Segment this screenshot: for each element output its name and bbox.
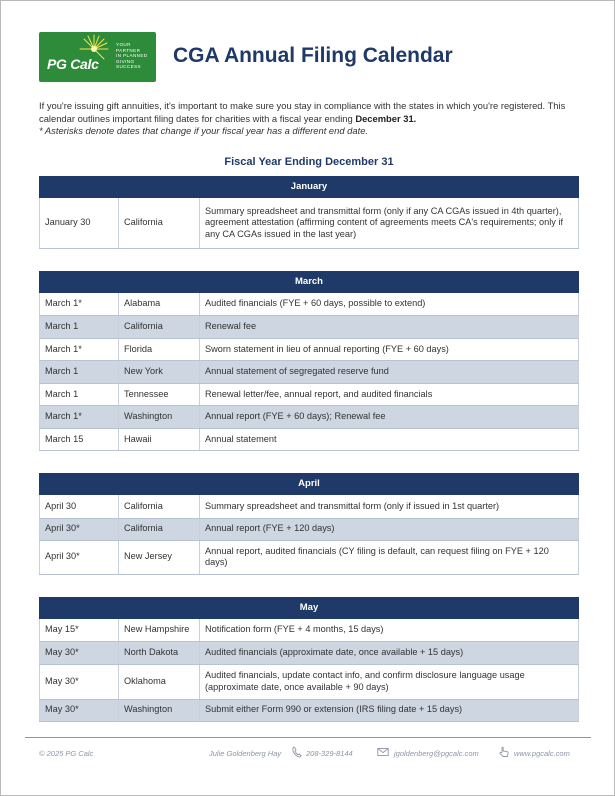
description-cell: Annual report, audited financials (CY filing is default, can request filing on FYE + 120 days) <box>200 540 579 574</box>
month-section-january <box>39 176 579 249</box>
description-cell: Annual statement <box>200 428 579 451</box>
description-cell: Summary spreadsheet and transmittal form (only if issued in 1st quarter) <box>200 495 579 518</box>
date-cell: March 1 <box>40 316 119 339</box>
intro-bold-date: December 31. <box>355 112 417 124</box>
month-header: May <box>39 597 579 619</box>
date-cell: March 1* <box>40 293 119 316</box>
state-cell: California <box>119 316 200 339</box>
date-cell: May 15* <box>40 619 119 641</box>
page-title: CGA Annual Filing Calendar <box>173 44 453 67</box>
date-cell: March 1 <box>40 383 119 406</box>
table-row <box>40 495 579 518</box>
footer-copyright: © 2025 PG Calc <box>39 749 94 758</box>
table-row <box>40 293 579 316</box>
date-cell: March 15 <box>40 428 119 451</box>
table-row <box>40 316 579 339</box>
description-cell: Notification form (FYE + 4 months, 15 days) <box>200 619 579 641</box>
date-cell: March 1* <box>40 338 119 361</box>
table-row <box>40 641 579 664</box>
month-section-march <box>39 271 579 451</box>
description-cell: Annual report (FYE + 60 days); Renewal fee <box>200 406 579 429</box>
footer-divider <box>25 737 591 738</box>
state-cell: California <box>119 518 200 540</box>
state-cell: New York <box>119 361 200 384</box>
filing-table <box>39 495 579 575</box>
envelope-icon <box>377 746 389 758</box>
table-row <box>40 664 579 699</box>
state-cell: Alabama <box>119 293 200 316</box>
fiscal-year-heading: Fiscal Year Ending December 31 <box>224 156 394 168</box>
description-cell: Annual statement of segregated reserve fund <box>200 361 579 384</box>
footer-phone: 208-329-8144 <box>306 749 353 758</box>
date-cell: April 30* <box>40 518 119 540</box>
asterisk-note: * Asterisks denote dates that change if your fiscal year has a different end date. <box>39 125 369 137</box>
pg-calc-logo <box>39 32 156 82</box>
state-cell: North Dakota <box>119 641 200 664</box>
month-section-april <box>39 473 579 575</box>
state-cell: Washington <box>119 699 200 721</box>
date-cell: January 30 <box>40 198 119 248</box>
date-cell: March 1* <box>40 406 119 429</box>
table-row <box>40 518 579 540</box>
filing-table <box>39 198 579 249</box>
logo-tagline: YOUR PARTNER IN PLANNED GIVING SUCCESS <box>116 42 148 70</box>
description-cell: Sworn statement in lieu of annual reporting (FYE + 60 days) <box>200 338 579 361</box>
date-cell: May 30* <box>40 699 119 721</box>
description-cell: Annual report (FYE + 120 days) <box>200 518 579 540</box>
footer-website[interactable]: www.pgcalc.com <box>514 749 570 758</box>
date-cell: April 30 <box>40 495 119 518</box>
date-cell: May 30* <box>40 641 119 664</box>
pointer-hand-icon <box>498 746 510 758</box>
description-cell: Audited financials, update contact info, and confirm disclosure language usage (approximate date, once available + 90 days) <box>200 664 579 699</box>
filing-table <box>39 619 579 722</box>
date-cell: April 30* <box>40 540 119 574</box>
table-row <box>40 338 579 361</box>
table-row <box>40 361 579 384</box>
state-cell: New Hampshire <box>119 619 200 641</box>
description-cell: Summary spreadsheet and transmittal form (only if any CA CGAs issued in 4th quarter), agreement attestation (affirming content of agreements meets CA's requirements; only if any CA CGAs issued in the last year) <box>200 198 579 248</box>
footer-email[interactable]: jgoldenberg@pgcalc.com <box>394 749 479 758</box>
description-cell: Audited financials (FYE + 60 days, possible to extend) <box>200 293 579 316</box>
table-row <box>40 540 579 574</box>
description-cell: Renewal fee <box>200 316 579 339</box>
state-cell: California <box>119 495 200 518</box>
description-cell: Renewal letter/fee, annual report, and audited financials <box>200 383 579 406</box>
month-section-may <box>39 597 579 722</box>
state-cell: Oklahoma <box>119 664 200 699</box>
table-row <box>40 198 579 248</box>
state-cell: Hawaii <box>119 428 200 451</box>
intro-paragraph: If you're issuing gift annuities, it's important to make sure you stay in compliance with the states in which you're registered. This calendar outlines important filing dates for charities with a fiscal year ending December 31. * Asterisks denote dates that change if your fiscal year has a different end date. <box>39 100 579 138</box>
state-cell: New Jersey <box>119 540 200 574</box>
filing-table <box>39 293 579 451</box>
month-header: April <box>39 473 579 495</box>
state-cell: California <box>119 198 200 248</box>
footer-contact-name: Julie Goldenberg Hay <box>209 749 282 758</box>
month-header: March <box>39 271 579 293</box>
state-cell: Washington <box>119 406 200 429</box>
state-cell: Tennessee <box>119 383 200 406</box>
table-row <box>40 428 579 451</box>
description-cell: Submit either Form 990 or extension (IRS filing date + 15 days) <box>200 699 579 721</box>
date-cell: March 1 <box>40 361 119 384</box>
phone-icon <box>291 746 303 758</box>
logo-brand-text: PG Calc <box>47 56 99 72</box>
description-cell: Audited financials (approximate date, once available + 15 days) <box>200 641 579 664</box>
date-cell: May 30* <box>40 664 119 699</box>
table-row <box>40 383 579 406</box>
table-row <box>40 406 579 429</box>
state-cell: Florida <box>119 338 200 361</box>
table-row <box>40 619 579 641</box>
table-row <box>40 699 579 721</box>
month-header: January <box>39 176 579 198</box>
